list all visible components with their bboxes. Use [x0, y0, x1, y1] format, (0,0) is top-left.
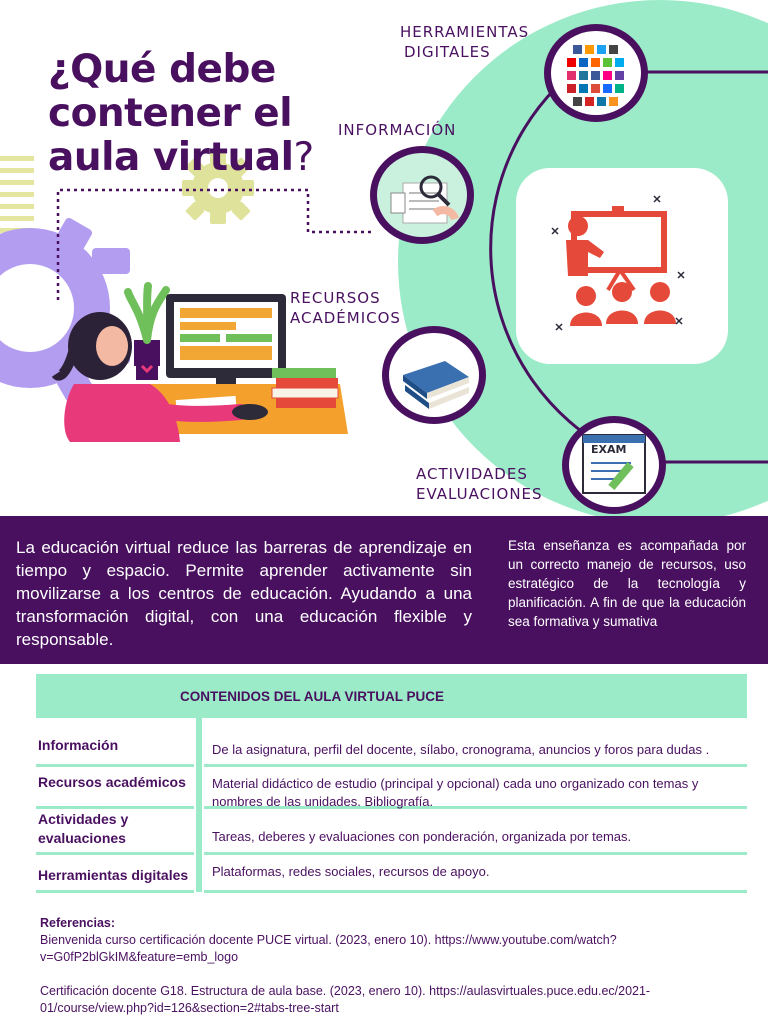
- table-column-separator: [196, 718, 202, 892]
- books-icon: [389, 333, 479, 417]
- label-informacion: INFORMACIÓN: [338, 121, 457, 139]
- reference-item-cont: v=G0fP2blGkIM&feature=emb_logo: [40, 950, 239, 964]
- badge-actividades: [562, 416, 666, 514]
- badge-herramientas: [544, 24, 648, 122]
- presentation-card: [516, 168, 728, 364]
- references: [40, 915, 740, 1017]
- intro-band: [0, 516, 768, 664]
- row-separator: [36, 806, 194, 809]
- presentation-icon: [516, 168, 728, 364]
- table-row-desc: De la asignatura, perfil del docente, sílabo, cronograma, anuncios y foros para dudas .: [212, 742, 710, 757]
- badge-informacion: [370, 146, 474, 244]
- intro-text-main: La educación virtual reduce las barreras de aprendizaje en tiempo y espacio. Permite aprender activamente sin movilizarse a los centros de educación. Ayudando a una transformación digital, con una educación flexible y responsable.: [16, 538, 472, 649]
- magnifier-document-icon: [377, 153, 467, 237]
- table-row-desc: Plataformas, redes sociales, recursos de apoyo.: [212, 864, 490, 879]
- row-separator: [204, 852, 747, 855]
- reference-item: Certificación docente G18. Estructura de aula base. (2023, enero 10). https://aulasvirtuales.puce.edu.ec/2021-: [40, 984, 651, 998]
- table-header: [36, 674, 747, 718]
- table-header-title: CONTENIDOS DEL AULA VIRTUAL PUCE: [180, 689, 445, 704]
- row-separator: [36, 852, 194, 855]
- row-separator: [36, 890, 194, 893]
- exam-icon-label: EXAM: [591, 443, 627, 456]
- label-recursos: RECURSOS ACADÉMICOS: [290, 289, 401, 327]
- table-row-label: Herramientas digitales: [38, 867, 189, 883]
- intro-text-secondary: Esta enseñanza es acompañada por un correcto manejo de recursos, uso estratégico de la tecnología y planificación. A fin de que la educación sea formativa y sumativa: [508, 538, 746, 629]
- table-row-label: Actividades y evaluaciones: [38, 811, 129, 846]
- table-row-desc: Material didáctico de estudio (principal y opcional) cada uno organizado con temas y nombres de las unidades. Bibliografía.: [212, 776, 699, 809]
- table-row-label: Información: [38, 737, 119, 753]
- app-grid-icon: [551, 31, 641, 115]
- label-herramientas: HERRAMIENTAS DIGITALES: [400, 23, 530, 61]
- exam-icon: [569, 423, 659, 507]
- row-separator: [36, 764, 194, 767]
- row-separator: [204, 764, 747, 767]
- page-title: ¿Qué debe contener el aula virtual?: [48, 47, 314, 180]
- label-actividades: ACTIVIDADES EVALUACIONES: [416, 465, 543, 503]
- table-row-label: Recursos académicos: [38, 774, 186, 790]
- row-separator: [204, 890, 747, 893]
- table-row-desc: Tareas, deberes y evaluaciones con ponderación, organizada por temas.: [212, 829, 632, 844]
- reference-item: Bienvenida curso certificación docente PUCE virtual. (2023, enero 10). https://www.youtube.com/watch?: [40, 933, 617, 947]
- reference-item-cont: 01/course/view.php?id=126&section=2#tabs-tree-start: [40, 1001, 339, 1015]
- badge-recursos: [382, 326, 486, 424]
- references-title: Referencias:: [40, 916, 116, 930]
